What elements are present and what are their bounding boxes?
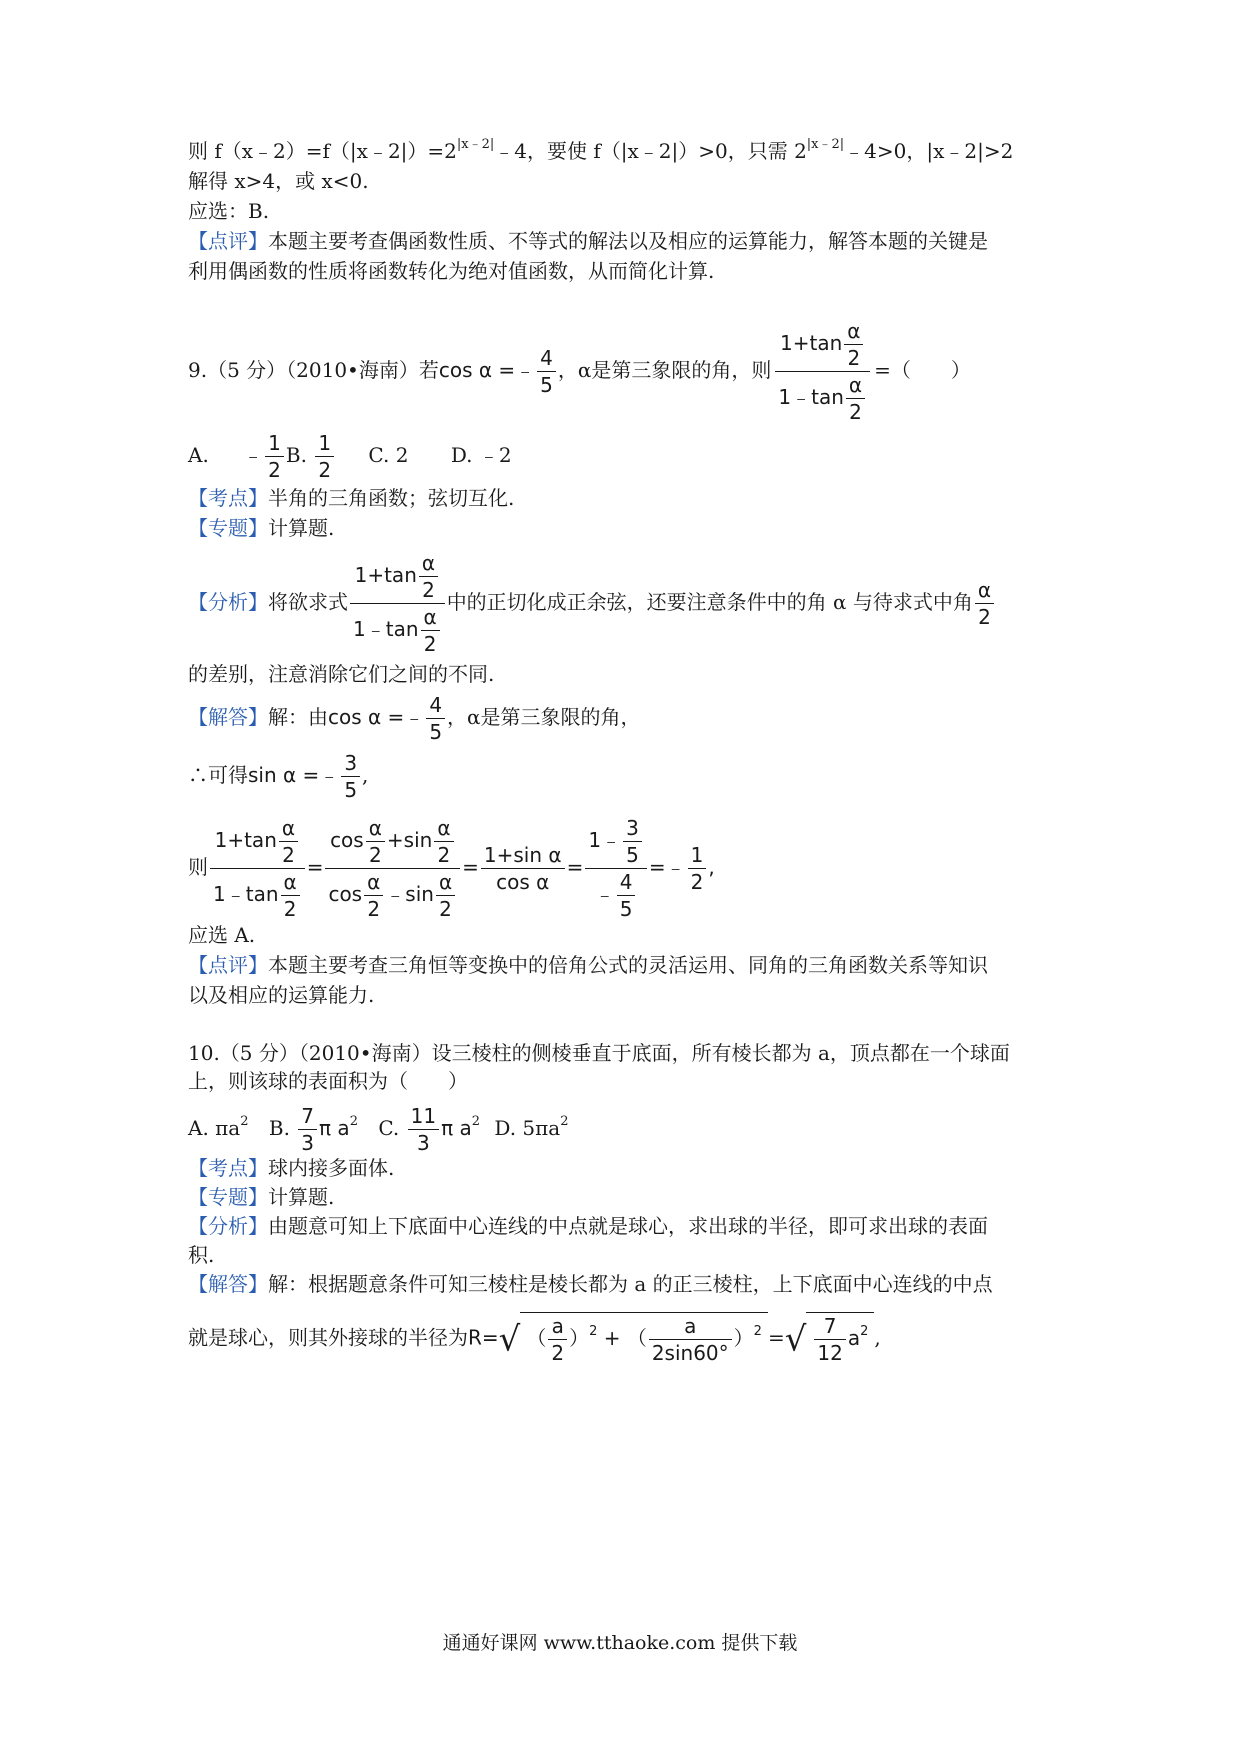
q9-sin: ∴可得sin α =﹣ $\frac{3}{5}$ , [188, 751, 369, 802]
dianping-tag: 【点评】 [188, 229, 268, 253]
q8-line1 [188, 138, 1013, 164]
q10-option-b: B. [268, 1116, 290, 1140]
q8-comment [188, 228, 988, 254]
q9-answer: 应选 A. [188, 923, 256, 947]
option-a-value: $\frac{1}{2}$ [265, 430, 284, 483]
q9-kaodian: 【考点】半角的三角函数；弦切互化. [188, 486, 515, 510]
q10-radius: 就是球心，则其外接球的半径为R=√ （ $\frac{a}{2}$ ）$^2$ + （ $\frac{a}{2\sin 60^\circ}$ ）$^2$ =√ $\frac{7}{12}$ $a^2$ , [188, 1314, 881, 1365]
q9-dianping-2: 以及相应的运算能力. [188, 983, 375, 1007]
q9-derivation: 则 1+tan $\frac{\alpha}{2}$ 1﹣tan $\frac{\alpha}{2}$ = cos $\frac{\alpha}{2}$ +sin $\frac{\alpha}{2}$ cos $\frac{\alpha}{2}$ ﹣sin $\frac{\alpha}{2}$ = $\frac{\text{1+sin α}}{\text{cos α}}$ = 1﹣ $\frac{3}{5}$ ﹣ $\frac{4}{5}$ =﹣ $\frac{1}{2}$ , [188, 816, 715, 921]
sqrt-expression: √ （ $\frac{a}{2}$ ）$^2$ + （ $\frac{a}{2\sin 60^\circ}$ ）$^2$ [499, 1312, 768, 1366]
q9-mid: ，α是第三象限的角，则 [557, 358, 772, 382]
q9-fenxi-2: 的差别，注意消除它们之间的不同. [188, 662, 495, 686]
option-d: D. ﹣2 [450, 443, 512, 467]
q9-dianping: 【点评】本题主要考查三角恒等变换中的倍角公式的灵活运用、同角的三角函数关系等知识 [188, 953, 988, 977]
fraction: $\frac{4}{5}$ [537, 345, 556, 398]
q9-fenxi: 【分析】将欲求式 1+tan $\frac{\alpha}{2}$ 1﹣tan $\frac{\alpha}{2}$ 中的正切化成正余弦，还要注意条件中的角 α 与待求式中角 $\frac{\alpha}{2}$ [188, 550, 996, 657]
comment-text: 本题主要考查偶函数性质、不等式的解法以及相应的运算能力，解答本题的关键是 [268, 229, 988, 253]
q10-line1: 10.（5 分）（2010•海南）设三棱柱的侧棱垂直于底面，所有棱长都为 a，顶点都在一个球面 [188, 1041, 1010, 1065]
q8-text-1: 则 $f(x﹣2)=f(|x﹣2|)=2^{|x﹣2|}﹣4$，要使 f（|x﹣2|）>0，只需 $2^{|x﹣2|}﹣4>0$，|x﹣2|>2 [188, 137, 1014, 163]
q10-zhuanti: 【专题】计算题. [188, 1185, 335, 1209]
fenxi-fraction: 1+tan $\frac{\alpha}{2}$ 1﹣tan $\frac{\alpha}{2}$ [350, 550, 445, 657]
sqrt-result: √ $\frac{7}{12}$ $a^2$ [785, 1312, 875, 1366]
option-b-label: B. [285, 443, 307, 467]
q8-comment-2: 利用偶函数的性质将函数转化为绝对值函数，从而简化计算. [188, 259, 715, 283]
page-footer: 通通好课网 www.tthaoke.com 提供下载 [442, 1632, 798, 1654]
option-c: C. 2 [368, 443, 409, 467]
q10-line2: 上，则该球的表面积为（ ） [188, 1069, 468, 1093]
q9-options: A. ﹣ $\frac{1}{2}$ B. $\frac{1}{2}$ C. 2 D. ﹣2 [188, 431, 512, 482]
q9-prefix: 9.（5 分）（2010•海南）若 [188, 358, 439, 382]
q9-jieda: 【解答】解：由cos α =﹣ $\frac{4}{5}$ ，α是第三象限的角， [188, 693, 641, 744]
option-b-value: $\frac{1}{2}$ [315, 430, 334, 483]
q9-zhuanti: 【专题】计算题. [188, 516, 335, 540]
q10-option-c: C. [378, 1116, 400, 1140]
q8-line2: 解得 x>4，或 x<0. [188, 169, 369, 193]
q10-fenxi: 【分析】由题意可知上下底面中心连线的中点就是球心，求出球的半径，即可求出球的表面 [188, 1214, 988, 1238]
q9-suffix: =（ ） [874, 358, 971, 382]
q10-options: A. $\pi a^2$ B. $\frac{7}{3}$ π $a^2$ C. $\frac{11}{3}$ π $a^2$ D. $5\pi a^2$ [188, 1104, 569, 1155]
q10-option-a: A. $\pi a^2$ [188, 1114, 249, 1140]
q10-jieda: 【解答】解：根据题意条件可知三棱柱是棱长都为 a 的正三棱柱，上下底面中心连线的中点 [188, 1272, 993, 1296]
q8-answer: 应选：B. [188, 199, 270, 223]
expression-fraction: 1+tan $\frac{\alpha}{2}$ 1﹣tan $\frac{\alpha}{2}$ [775, 318, 870, 425]
q9-stem [188, 318, 971, 425]
option-a-label: A. [188, 443, 209, 467]
q10-option-d: D. $5\pi a^2$ [494, 1114, 569, 1140]
cos-alpha: cos α =﹣ [438, 358, 536, 382]
q10-fenxi-2: 积. [188, 1243, 215, 1267]
q10-kaodian: 【考点】球内接多面体. [188, 1156, 395, 1180]
